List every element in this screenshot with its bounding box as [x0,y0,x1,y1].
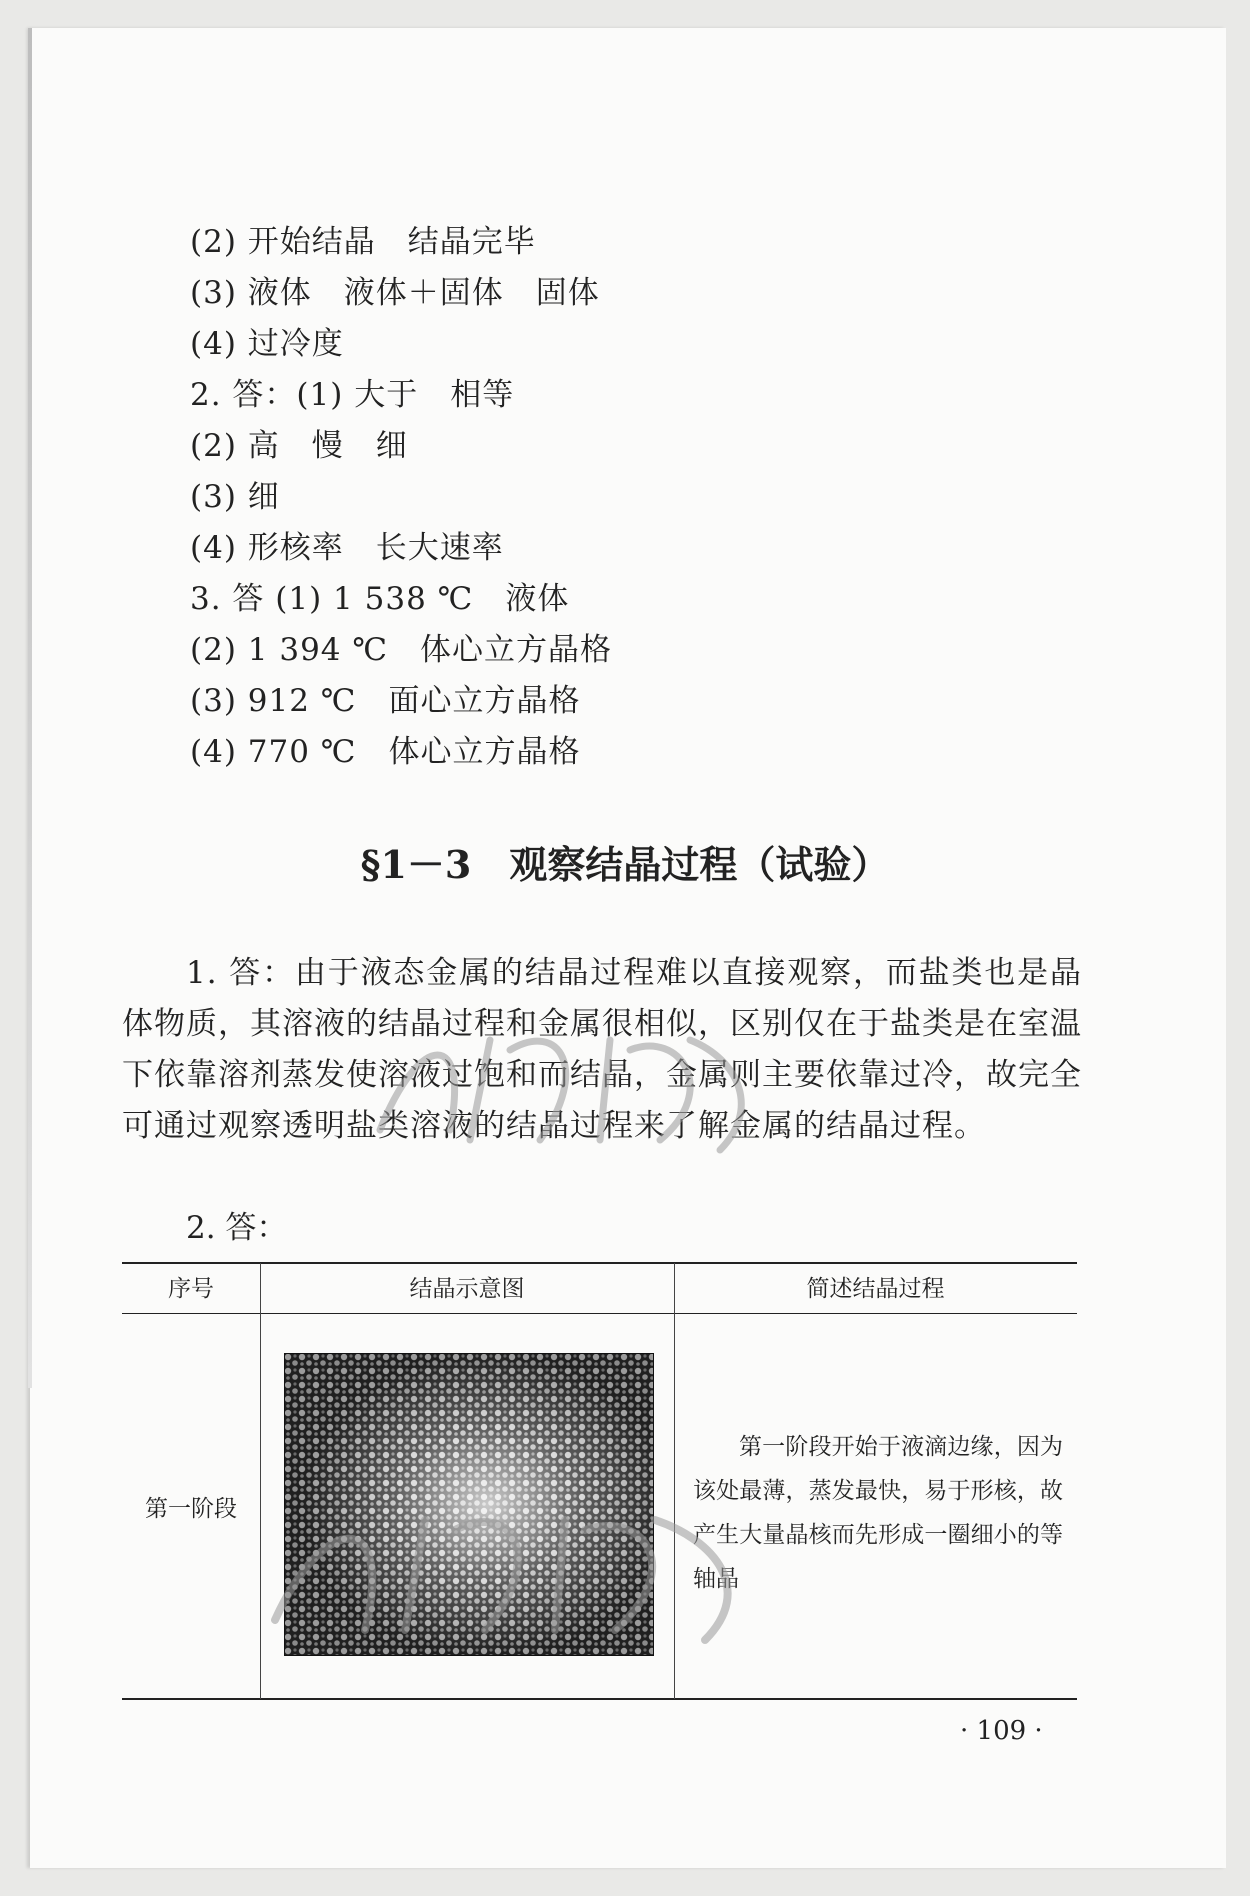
page-number: · 109 · [960,1716,1043,1746]
answer-line: (4) 形核率 长大速率 [190,530,504,566]
crystal-micrograph [284,1353,654,1656]
table-cell-description: 第一阶段开始于液滴边缘，因为该处最薄，蒸发最快，易于形核，故产生大量晶核而先形成一圈细小的等轴晶 [693,1434,1063,1592]
table-top-rule [122,1262,1077,1264]
binding-edge [28,28,32,1388]
answer-line: (2) 1 394 ℃ 体心立方晶格 [190,632,613,668]
answer-line: (4) 770 ℃ 体心立方晶格 [190,734,581,770]
answer-paragraph: 1. 答：由于液态金属的结晶过程难以直接观察，而盐类也是晶体物质，其溶液的结晶过程和金属很相似，区别仅在于盐类是在室温下依靠溶剂蒸发使溶液过饱和而结晶，金属则主要依靠过冷，故完全可通过观察透明盐类溶液的结晶过程来了解金属的结晶过程。 [122,955,1082,1144]
table-bottom-rule [122,1698,1077,1700]
section-title: §1－3 观察结晶过程（试验） [360,842,890,887]
answer-2-label: 2. 答： [186,1210,288,1246]
answer-line: 2. 答：(1) 大于 相等 [190,377,515,413]
table-header-rule [122,1313,1077,1314]
answer-line: (3) 液体 液体＋固体 固体 [190,275,600,311]
answer-line: (2) 高 慢 细 [190,428,408,464]
table-header-diagram: 结晶示意图 [409,1276,525,1302]
answer-line: (3) 912 ℃ 面心立方晶格 [190,683,581,719]
answer-line: (4) 过冷度 [190,326,344,362]
table-header-description: 简述结晶过程 [806,1276,945,1302]
table-column-divider [260,1263,261,1699]
table-column-divider [674,1263,675,1699]
table-cell-stage: 第一阶段 [145,1496,237,1522]
answer-line: 3. 答 (1) 1 538 ℃ 液体 [190,581,570,617]
answer-line: (3) 细 [190,479,280,515]
table-header-index: 序号 [168,1276,214,1302]
answer-line: (2) 开始结晶 结晶完毕 [190,224,536,260]
